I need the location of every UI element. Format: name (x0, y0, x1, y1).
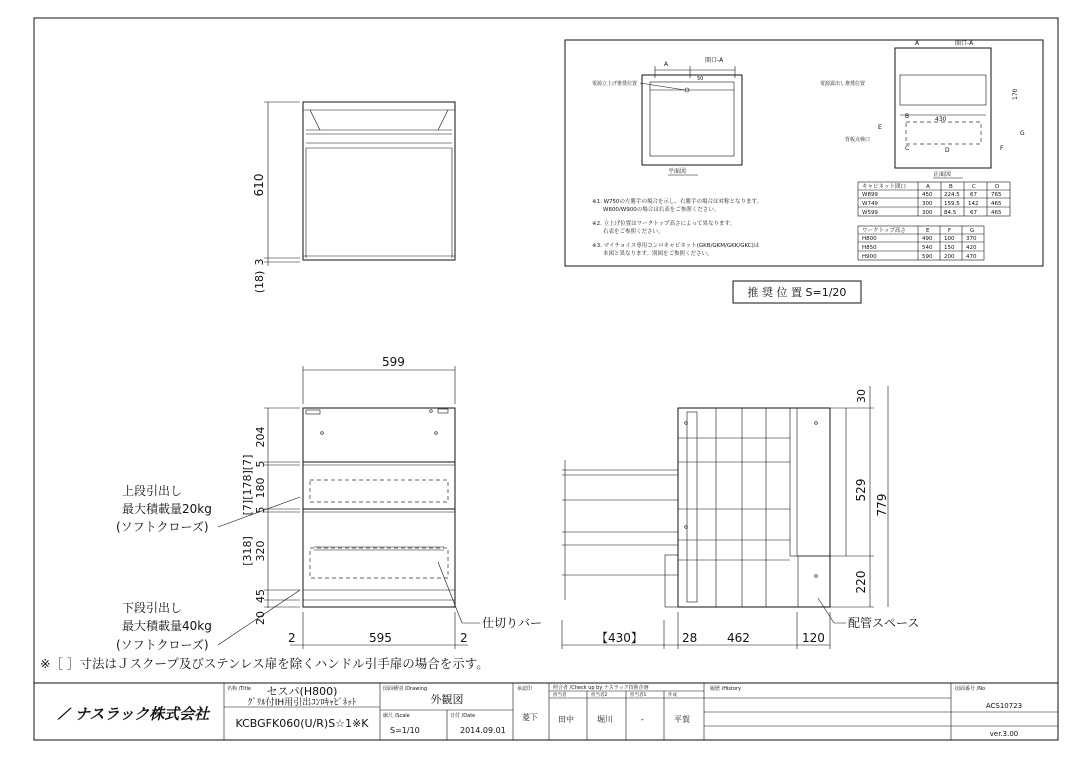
inset-power-right: 電源露出し推奨位置 (820, 81, 866, 87)
inset-note: ※3. マイチョイス専用コンロキャビネット(GKB/GKM/GKK/GKC)は (592, 243, 760, 249)
product-subtitle: ｸﾞﾘﾙ付IH用引出ｺﾝﾛｷｬﾋﾞﾈｯﾄ (247, 698, 357, 708)
inset-note: 本図と異なります。別図をご参照ください。 (592, 251, 713, 257)
title-block (34, 683, 1058, 740)
table-cell: 142 (968, 201, 979, 207)
inset-note: 右表をご参照ください。 (592, 229, 664, 235)
table-cell: 150 (944, 245, 955, 251)
dim-left: 5 (254, 506, 267, 514)
inset-dim-170: 170 (1012, 88, 1019, 100)
table-cell: H850 (862, 245, 877, 251)
approval-value: 菱下 (522, 713, 538, 722)
inset-note: ※1. W750の左勝手の場合を示し、右勝手の場合は対称となります。 (592, 199, 763, 205)
table-cell: 590 (922, 254, 933, 260)
check-col: 担当者 (553, 693, 567, 698)
table-cell: H900 (862, 254, 877, 260)
drawing-type: 外観図 (430, 693, 464, 706)
inset-plan-caption: 平面図 (668, 168, 687, 175)
upper-drawer-label: 上段引出し (122, 484, 183, 498)
inset-label-b: B (905, 113, 910, 120)
table-cell: 765 (991, 192, 1002, 198)
piping-space-label: 配管スペース (848, 616, 920, 630)
dim-side-bottom: 【430】 (596, 631, 643, 645)
inset-label-a-front: A (915, 40, 920, 47)
dim-left: 20 (254, 611, 267, 625)
title-field-label: 名称 /Title (227, 686, 251, 692)
table-cell: W599 (862, 210, 878, 216)
side-view (562, 386, 919, 649)
upper-drawer-load: 最大積載量20kg (122, 502, 212, 516)
table-cell: 200 (944, 254, 955, 260)
table-cell: W899 (862, 192, 878, 198)
table-cell: 370 (966, 236, 977, 242)
dim-220: 220 (854, 570, 868, 594)
lower-drawer-label: 下段引出し (122, 601, 183, 615)
inset-label-f: F (1000, 145, 1004, 152)
dim-left: 180 (254, 477, 267, 499)
inset-notes (592, 197, 762, 257)
footnote: ※［ ］寸法はＪスクープ及びステンレス扉を除くハンドル引手扉の場合を示す。 (40, 656, 489, 671)
lower-drawer-load: 最大積載量40kg (122, 619, 212, 633)
check-col: 作成 (668, 693, 677, 698)
dim-30: 30 (855, 389, 868, 403)
dim-779: 779 (875, 493, 889, 517)
table-header: D (995, 184, 1000, 190)
check-value: 田中 (558, 715, 574, 724)
date-value: 2014.09.01 (460, 726, 506, 735)
check-header: 照合者 /Check up by ナスラック技術企画 (553, 685, 649, 691)
table-header: B (949, 184, 953, 190)
table-header: A (926, 184, 930, 190)
dim-left: 204 (254, 426, 267, 448)
dim-bottom: 595 (369, 631, 392, 645)
inset-label-e: E (878, 124, 882, 131)
inset-power-left: 電源立上げ推奨位置 (592, 81, 638, 87)
upper-drawer-softclose: (ソフトクローズ) (116, 520, 209, 534)
inset-opening-a-front: 開口-A (955, 40, 974, 47)
scale-field-label: 縮尺 /Scale (383, 713, 410, 719)
drawing-no-label: 図面番号 /No (955, 686, 986, 692)
check-value: - (641, 715, 644, 724)
inset-note: ※2. 立上げ位置はワークトップ高さによって異なります。 (592, 221, 736, 227)
inset-dim-430: 430 (935, 116, 947, 123)
table-header: キャビネット間口 (862, 184, 907, 190)
dim-bottom: 2 (460, 631, 468, 645)
front-view (116, 355, 542, 652)
inset-table-worktop (858, 226, 984, 260)
table-cell: 300 (922, 201, 933, 207)
table-cell: 224.5 (944, 192, 960, 198)
approval-field-label: 承認印 (517, 686, 533, 692)
drawing-no: ACS10723 (985, 702, 1023, 710)
table-cell: 159.5 (944, 201, 960, 207)
check-value: 堀川 (597, 715, 613, 724)
inset-note: W600/W900の場合は右表をご参照ください。 (592, 207, 720, 213)
scale-value: S=1/10 (390, 726, 420, 735)
dim-left: 45 (254, 589, 267, 603)
table-header: C (972, 184, 976, 190)
table-cell: 100 (944, 236, 955, 242)
dim-bottom: 2 (288, 631, 296, 645)
history-field-label: 履歴 /History (710, 686, 742, 692)
dim-side-bottom: 28 (682, 631, 698, 645)
dim-left: 5 (254, 460, 267, 468)
table-header: E (926, 228, 930, 234)
inset-label-d: D (945, 147, 950, 154)
inset-label-g: G (1020, 130, 1025, 137)
version: ver.3.00 (989, 730, 1019, 738)
dim-side-bottom: 462 (727, 631, 750, 645)
drawing-field-label: 図面種別 /Drawing (383, 686, 428, 692)
dim-bracket: [318] (241, 536, 254, 566)
table-cell: H800 (862, 236, 877, 242)
inset-table-cabinet (858, 182, 1010, 216)
dim-610: 610 (252, 173, 266, 197)
recommend-label: 推 奨 位 置 S=1/20 (747, 286, 847, 299)
table-cell: 465 (991, 201, 1002, 207)
table-cell: 450 (922, 192, 933, 198)
dim-529: 529 (854, 478, 868, 502)
check-col: 担当者1 (630, 693, 647, 698)
dim-18: (18) (253, 270, 266, 294)
table-cell: 300 (922, 210, 933, 216)
date-field-label: 日付 /Date (450, 713, 476, 719)
table-header: F (948, 228, 952, 234)
inset-back-opening: 背板点検口 (845, 137, 871, 143)
divider-bar-label: 仕切りバー (482, 616, 543, 630)
dim-left: 320 (254, 540, 267, 562)
table-cell: 470 (966, 254, 977, 260)
check-value: 平賀 (674, 715, 690, 724)
table-cell: 540 (922, 245, 933, 251)
table-cell: 465 (991, 210, 1002, 216)
inset-label-c: C (905, 145, 910, 152)
check-col: 担当者2 (591, 693, 608, 698)
inset-label-a: A (664, 61, 669, 68)
table-cell: W749 (862, 201, 878, 207)
top-view (252, 102, 455, 293)
company-logo: ⟋ (58, 705, 69, 723)
dim-bracket: [7][178][7] (241, 454, 254, 516)
lower-drawer-softclose: (ソフトクローズ) (116, 638, 209, 652)
table-header: ワークトップ高さ (862, 228, 906, 234)
table-cell: 67 (970, 210, 977, 216)
table-cell: 84.5 (944, 210, 957, 216)
table-cell: 420 (966, 245, 977, 251)
inset-front-caption: 正面図 (933, 171, 952, 178)
inset-opening-a: 開口-A (705, 57, 724, 64)
inset-panel (565, 39, 1043, 266)
table-cell: 490 (922, 236, 933, 242)
table-header: G (970, 228, 975, 234)
product-title: セスパ(H800) (266, 685, 338, 698)
dim-599: 599 (382, 355, 405, 369)
company-name: ナスラック株式会社 (75, 705, 210, 723)
table-cell: 67 (970, 192, 977, 198)
model-number: KCBGFK060(U/R)S☆1※K (235, 717, 369, 730)
dim-3: 3 (253, 258, 266, 266)
inset-label-50: 50 (697, 76, 704, 82)
dim-side-bottom: 120 (802, 631, 825, 645)
